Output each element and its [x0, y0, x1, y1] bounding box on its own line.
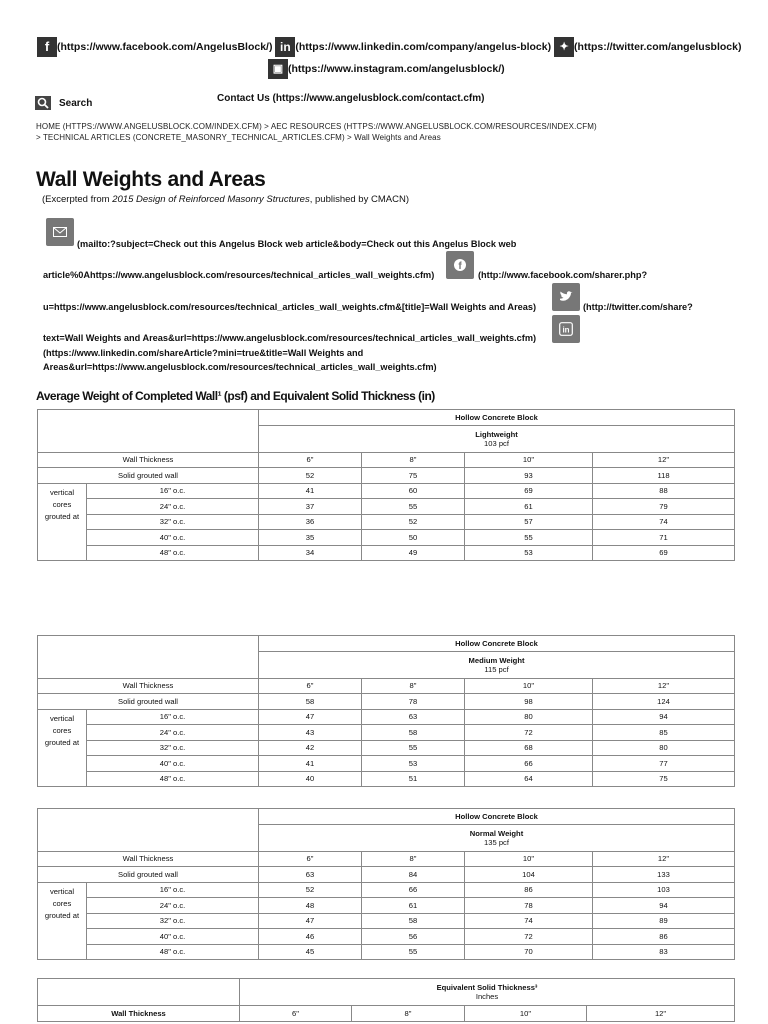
- linkedin-icon: [559, 322, 573, 336]
- page-title: Wall Weights and Areas: [36, 168, 266, 191]
- value-cell: 66: [465, 756, 593, 772]
- value-cell: 75: [593, 771, 735, 787]
- value-cell: 66: [362, 882, 465, 898]
- density-label: 135 pcf: [484, 837, 509, 847]
- value-cell: 47: [259, 913, 362, 929]
- value-cell: 93: [465, 468, 593, 484]
- value-cell: 53: [465, 545, 593, 561]
- value-cell: 75: [362, 468, 465, 484]
- thickness-cell: 6": [240, 1006, 352, 1022]
- spacing-label: 40" o.c.: [87, 929, 259, 945]
- value-cell: 52: [259, 468, 362, 484]
- value-cell: 55: [362, 740, 465, 756]
- spacing-label: 48" o.c.: [87, 944, 259, 960]
- value-cell: 63: [362, 709, 465, 725]
- subtitle-prefix: (Excerpted from: [42, 194, 113, 205]
- spacing-label: 32" o.c.: [87, 514, 259, 530]
- wall-thickness-label: Wall Thickness: [38, 851, 259, 867]
- linkedin-share-link-1[interactable]: (https://www.linkedin.com/shareArticle?mini=true&title=Wall Weights and: [43, 348, 364, 358]
- weight-class-label: Lightweight: [475, 429, 518, 439]
- solid-grouted-label: Solid grouted wall: [38, 694, 259, 710]
- weight-class-header: [259, 651, 735, 678]
- grouted-at-label-line: grouted at: [44, 737, 80, 747]
- thickness-cell: 10": [465, 452, 593, 468]
- thickness-cell: 8": [362, 851, 465, 867]
- spacing-label: 40" o.c.: [87, 756, 259, 772]
- empty-cell: [38, 979, 240, 1006]
- twitter-link[interactable]: (https://twitter.com/angelusblock): [574, 40, 742, 53]
- value-cell: 80: [465, 709, 593, 725]
- value-cell: 64: [465, 771, 593, 787]
- value-cell: 58: [362, 913, 465, 929]
- value-cell: 118: [593, 468, 735, 484]
- value-cell: 68: [465, 740, 593, 756]
- spacing-label: 48" o.c.: [87, 771, 259, 787]
- cores-label-line: cores: [52, 898, 72, 908]
- value-cell: 52: [259, 882, 362, 898]
- linkedin-link[interactable]: (https://www.linkedin.com/company/angelus-block): [295, 40, 552, 53]
- linkedin-share-link-2[interactable]: Areas&url=https://www.angelusblock.com/resources/technical_articles_wall_weights.cfm): [43, 362, 437, 372]
- spacing-label: 32" o.c.: [87, 740, 259, 756]
- spacing-label: 24" o.c.: [87, 499, 259, 515]
- weight-class-header: [259, 824, 735, 851]
- value-cell: 60: [362, 483, 465, 499]
- value-cell: 103: [593, 882, 735, 898]
- thickness-cell: 8": [362, 678, 465, 694]
- value-cell: 55: [362, 499, 465, 515]
- spacing-label: 32" o.c.: [87, 913, 259, 929]
- value-cell: 69: [465, 483, 593, 499]
- solid-grouted-label: Solid grouted wall: [38, 867, 259, 883]
- thickness-cell: 8": [362, 452, 465, 468]
- value-cell: 70: [465, 944, 593, 960]
- thickness-cell: 12": [593, 452, 735, 468]
- equiv-header: [240, 979, 735, 1006]
- value-cell: 77: [593, 756, 735, 772]
- value-cell: 86: [593, 929, 735, 945]
- value-cell: 133: [593, 867, 735, 883]
- subtitle-book: 2015 Design of Reinforced Masonry Structures: [112, 194, 310, 205]
- weight-class-header: [259, 425, 735, 452]
- vertical-label-line: vertical: [49, 713, 75, 723]
- vertical-cores-label: [38, 882, 87, 960]
- linkedin-icon[interactable]: in: [275, 37, 295, 57]
- value-cell: 52: [362, 514, 465, 530]
- value-cell: 55: [465, 530, 593, 546]
- social-row-1: [37, 37, 741, 57]
- value-cell: 86: [465, 882, 593, 898]
- value-cell: 34: [259, 545, 362, 561]
- value-cell: 61: [465, 499, 593, 515]
- vertical-cores-label: [38, 709, 87, 787]
- value-cell: 63: [259, 867, 362, 883]
- value-cell: 79: [593, 499, 735, 515]
- weight-class-label: Normal Weight: [469, 828, 524, 838]
- value-cell: 58: [259, 694, 362, 710]
- spacing-label: 24" o.c.: [87, 725, 259, 741]
- thickness-cell: 6": [259, 678, 362, 694]
- spacing-label: 48" o.c.: [87, 545, 259, 561]
- weight-table-lightweight: [37, 409, 735, 561]
- grouted-at-label-line: grouted at: [44, 910, 80, 920]
- envelope-icon: [53, 227, 67, 237]
- instagram-link[interactable]: (https://www.instagram.com/angelusblock/): [288, 62, 505, 75]
- thickness-cell: 6": [259, 851, 362, 867]
- value-cell: 72: [465, 725, 593, 741]
- email-share-button[interactable]: [46, 218, 74, 246]
- facebook-share-button[interactable]: [446, 251, 474, 279]
- equivalent-thickness-table: [37, 978, 735, 1022]
- value-cell: 53: [362, 756, 465, 772]
- value-cell: 61: [362, 898, 465, 914]
- vertical-label-line: vertical: [49, 886, 75, 896]
- solid-grouted-label: Solid grouted wall: [38, 468, 259, 484]
- cores-label-line: cores: [52, 499, 72, 509]
- spacing-label: 40" o.c.: [87, 530, 259, 546]
- thickness-cell: 12": [593, 851, 735, 867]
- linkedin-share-button[interactable]: [552, 315, 580, 343]
- thickness-cell: 12": [587, 1006, 735, 1022]
- value-cell: 35: [259, 530, 362, 546]
- equiv-header-unit: Inches: [475, 992, 499, 1001]
- value-cell: 78: [362, 694, 465, 710]
- value-cell: 83: [593, 944, 735, 960]
- thickness-cell: 6": [259, 452, 362, 468]
- facebook-share-link[interactable]: (http://www.facebook.com/sharer.php?: [478, 270, 648, 280]
- contact-link[interactable]: Contact Us (https://www.angelusblock.com/contact.cfm): [217, 93, 485, 104]
- value-cell: 57: [465, 514, 593, 530]
- search-label: Search: [59, 97, 93, 109]
- vertical-label-line: vertical: [49, 487, 75, 497]
- weight-table-medium: [37, 635, 735, 787]
- value-cell: 104: [465, 867, 593, 883]
- value-cell: 48: [259, 898, 362, 914]
- twitter-share-button[interactable]: [552, 283, 580, 311]
- value-cell: 43: [259, 725, 362, 741]
- value-cell: 56: [362, 929, 465, 945]
- cores-label-line: cores: [52, 725, 72, 735]
- value-cell: 69: [593, 545, 735, 561]
- weight-table-normal: [37, 808, 735, 960]
- hollow-header: Hollow Concrete Block: [259, 410, 735, 426]
- social-row-2: [268, 59, 505, 79]
- density-label: 103 pcf: [484, 438, 509, 448]
- twitter-share-link[interactable]: (http://twitter.com/share?: [583, 302, 693, 312]
- wall-thickness-label: Wall Thickness: [38, 678, 259, 694]
- spacing-label: 16" o.c.: [87, 483, 259, 499]
- value-cell: 55: [362, 944, 465, 960]
- value-cell: 85: [593, 725, 735, 741]
- weight-class-label: Medium Weight: [468, 655, 525, 665]
- value-cell: 124: [593, 694, 735, 710]
- value-cell: 45: [259, 944, 362, 960]
- equiv-header-title: Equivalent Solid Thickness³: [436, 983, 538, 992]
- thickness-cell: 10": [465, 1006, 587, 1022]
- thickness-cell: 10": [465, 678, 593, 694]
- value-cell: 47: [259, 709, 362, 725]
- value-cell: 50: [362, 530, 465, 546]
- spacing-label: 16" o.c.: [87, 709, 259, 725]
- wall-thickness-label: Wall Thickness: [38, 1006, 240, 1022]
- value-cell: 46: [259, 929, 362, 945]
- thickness-cell: 8": [352, 1006, 465, 1022]
- value-cell: 89: [593, 913, 735, 929]
- value-cell: 80: [593, 740, 735, 756]
- facebook-share-link-2[interactable]: u=https://www.angelusblock.com/resources/technical_articles_wall_weights.cfm&[title]=Wall Weights and Areas): [43, 302, 537, 312]
- email-share-link-2[interactable]: article%0Ahttps://www.angelusblock.com/resources/technical_articles_wall_weights.cfm): [43, 270, 435, 280]
- thickness-cell: 10": [465, 851, 593, 867]
- twitter-bird-icon: [559, 291, 573, 303]
- thickness-cell: 12": [593, 678, 735, 694]
- subtitle-suffix: , published by CMACN): [309, 194, 409, 205]
- value-cell: 98: [465, 694, 593, 710]
- grouted-at-label-line: grouted at: [44, 511, 80, 521]
- spacing-label: 24" o.c.: [87, 898, 259, 914]
- hollow-header: Hollow Concrete Block: [259, 809, 735, 825]
- email-share-link-1[interactable]: (mailto:?subject=Check out this Angelus Block web article&body=Check out this Angelus Block web: [77, 239, 517, 249]
- value-cell: 36: [259, 514, 362, 530]
- value-cell: 51: [362, 771, 465, 787]
- facebook-circle-icon: [453, 258, 467, 272]
- section-title: Average Weight of Completed Wall¹ (psf) and Equivalent Solid Thickness (in): [36, 389, 435, 403]
- wall-thickness-label: Wall Thickness: [38, 452, 259, 468]
- breadcrumb-line-1[interactable]: HOME (HTTPS://WWW.ANGELUSBLOCK.COM/INDEX.CFM) > AEC RESOURCES (HTTPS://WWW.ANGELUSBLOCK.COM/RESOURCES/INDEX.CFM): [36, 122, 597, 131]
- value-cell: 71: [593, 530, 735, 546]
- svg-text:f: f: [458, 261, 462, 272]
- empty-header-cell: [38, 410, 259, 453]
- facebook-icon[interactable]: f: [37, 37, 57, 57]
- value-cell: 94: [593, 709, 735, 725]
- value-cell: 40: [259, 771, 362, 787]
- empty-header-cell: [38, 636, 259, 679]
- density-label: 115 pcf: [484, 664, 509, 674]
- value-cell: 74: [465, 913, 593, 929]
- value-cell: 74: [593, 514, 735, 530]
- svg-text:in: in: [562, 325, 570, 335]
- value-cell: 49: [362, 545, 465, 561]
- vertical-cores-label: [38, 483, 87, 561]
- facebook-link[interactable]: (https://www.facebook.com/AngelusBlock/): [57, 40, 273, 53]
- value-cell: 78: [465, 898, 593, 914]
- search-button[interactable]: [35, 96, 92, 110]
- hollow-header: Hollow Concrete Block: [259, 636, 735, 652]
- value-cell: 88: [593, 483, 735, 499]
- value-cell: 41: [259, 756, 362, 772]
- value-cell: 58: [362, 725, 465, 741]
- value-cell: 94: [593, 898, 735, 914]
- value-cell: 37: [259, 499, 362, 515]
- search-icon: [35, 96, 51, 110]
- page-subtitle: [42, 194, 409, 205]
- spacing-label: 16" o.c.: [87, 882, 259, 898]
- breadcrumb-line-2[interactable]: > TECHNICAL ARTICLES (CONCRETE_MASONRY_TECHNICAL_ARTICLES.CFM) > Wall Weights and Areas: [36, 133, 441, 142]
- value-cell: 72: [465, 929, 593, 945]
- value-cell: 41: [259, 483, 362, 499]
- value-cell: 84: [362, 867, 465, 883]
- twitter-share-link-2[interactable]: text=Wall Weights and Areas&url=https://www.angelusblock.com/resources/technical_articles_wall_weights.cfm): [43, 333, 537, 343]
- value-cell: 42: [259, 740, 362, 756]
- breadcrumb: [36, 122, 597, 142]
- instagram-icon[interactable]: ▣: [268, 59, 288, 79]
- empty-header-cell: [38, 809, 259, 852]
- twitter-icon[interactable]: ✦: [554, 37, 574, 57]
